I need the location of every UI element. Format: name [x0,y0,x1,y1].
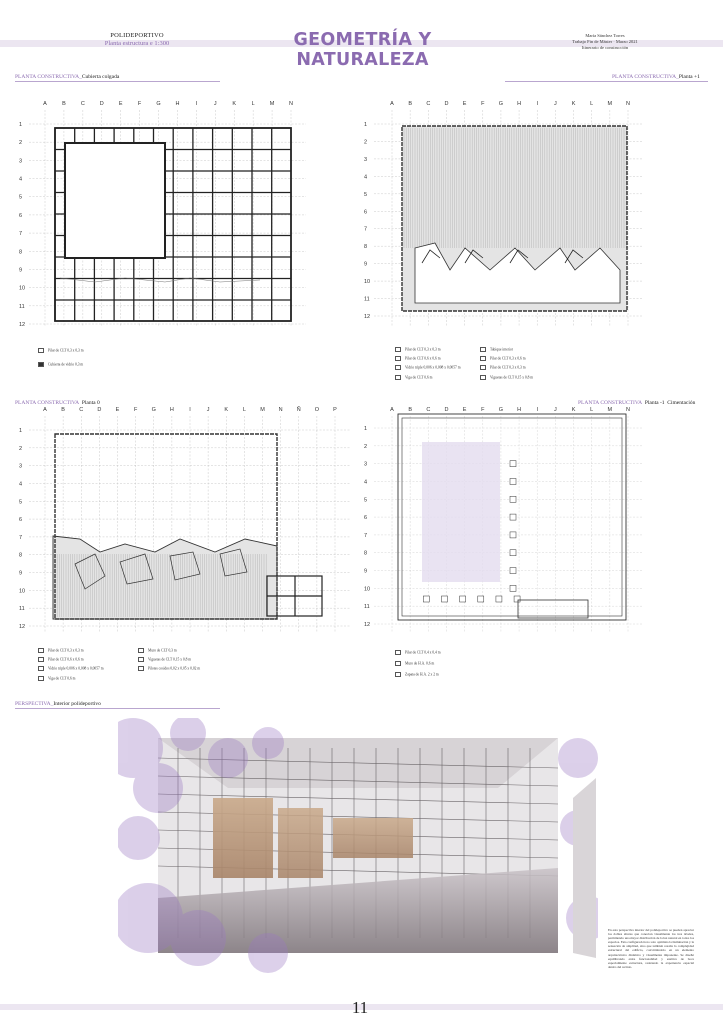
grid-letter-label: O [314,407,320,413]
grid-number-label: 4 [364,479,368,486]
legend-item: Pilar de CLT 0,3 x 0,3 m [38,348,84,353]
grid-letter-label: K [232,101,237,107]
render-wood-box [333,818,413,858]
section-label-roof: PLANTA CONSTRUCTIVA_Cubierta colgada [15,74,120,80]
render-wood-box [278,808,323,878]
page-title: GEOMETRÍA Y NATURALEZA [293,30,432,70]
footing [510,461,516,467]
grid-number-label: 10 [19,285,26,292]
legend-item: Viga de CLT 0,6 m [395,375,432,380]
grid-letter-label: K [571,101,576,107]
legend-item: Viguetas de CLT 0,15 x 0,8 m [138,657,191,662]
grid-number-label: 5 [19,499,23,506]
grid-letter-label: J [554,407,557,413]
legend-foundation [395,650,555,684]
legend-item: Pilar de CLT 0,6 x 0,6 m [38,657,84,662]
author-name: María Sánchez Torres [585,33,625,38]
track-info: Itinerario de construcción [581,45,629,50]
grid-number-label: 3 [364,156,368,163]
section-label-foundation: PLANTA CONSTRUCTIVA_Planta -1_Cimentación [578,400,696,406]
footing [478,596,484,602]
footing [510,550,516,556]
grid-number-label: 2 [19,140,23,147]
footing [496,596,502,602]
grid-number-label: 6 [19,212,23,219]
section-label-floor-plus1: PLANTA CONSTRUCTIVA_Planta +1 [612,74,700,80]
grid-letter-label: C [79,407,84,413]
render-wood-box [213,798,273,878]
grid-letter-label: L [590,407,594,413]
grid-number-label: 2 [364,443,368,450]
grid-number-label: 8 [364,244,368,251]
foliage-blot [248,933,288,973]
grid-number-label: 9 [19,267,23,274]
grid-number-label: 6 [364,515,368,522]
legend-item: Viguetas de CLT 0,15 x 0,8 m [480,375,533,380]
legend-item: Tabique interior [480,347,513,352]
footing [423,596,429,602]
grid-letter-label: H [175,101,180,107]
grid-letter-label: A [390,407,394,413]
grid-number-label: 5 [364,497,368,504]
grid-number-label: 11 [364,604,370,611]
grid-letter-label: I [195,101,198,107]
grid-number-label: 10 [19,588,26,595]
grid-lines [374,416,643,632]
legend-item: Pilar de CLT 0,3 x 0,6 m [480,356,526,361]
grid-letter-label: G [151,407,156,413]
grid-letter-label: D [99,101,104,107]
grid-number-label: 1 [364,426,368,432]
grid-letter-label: E [115,407,120,413]
grid-letter-label: N [626,101,630,107]
grid-letter-label: C [426,101,431,107]
grid-letter-label: B [408,101,412,107]
grid-letter-label: B [61,407,65,413]
grid-number-label: 6 [364,209,368,216]
foliage-blot [252,727,284,759]
grid-letter-label: H [169,407,174,413]
perspective-caption: En esta perspectiva interior del polideportivo se pueden apreciar los dobles alturas que conectan visualmente los tres niveles, permitiendo una mayor distribución de la luz natural en todos los espacios. Esta configuración no solo optimiza la iluminación y la sensación de amplitud, sino que también resalta la complejidad estructural del edificio, convirtiéndolo en un elemento arquitectónico dinámico y visualmente imponente. Se diseñó equilibrando entre funcionalidad y estética de boca especialmente estructura, realzando la experiencia espacial dentro del recinto. [608,928,694,969]
foliage-blot [170,910,226,966]
grid-letter-label: F [481,407,485,413]
grid-letter-label: H [517,101,522,107]
footing [510,568,516,574]
grid-letter-label: N [289,101,293,107]
grid-number-label: 11 [364,296,370,303]
grid-letter-label: P [333,407,337,413]
legend-item: Viga de CLT 0,6 m [38,676,75,681]
footing [460,596,466,602]
legend-item: Zapata de H.A. 2 x 2 m [395,672,439,677]
foliage-blot [118,816,160,860]
basement-area [422,442,500,582]
grid-number-label: 6 [19,517,23,524]
grid-letter-label: A [390,101,394,107]
foliage-blot [133,763,183,813]
footing [514,596,520,602]
grid-letter-label: C [426,407,431,413]
section-rule [15,708,220,709]
grid-letter-label: M [607,101,613,107]
grid-letter-label: F [133,407,138,413]
grid-number-label: 5 [19,194,23,201]
legend-item: Pilar de CLT 0,3 x 0,3 m [395,347,441,352]
grid-letter-label: N [626,407,630,413]
section-rule [15,81,220,82]
grid-number-label: 8 [19,249,23,256]
grid-number-label: 9 [364,568,368,575]
grid-number-label: 8 [19,552,23,559]
grid-letter-label: E [462,101,467,107]
grid-letter-label: J [213,101,217,107]
grid-letter-label: B [62,101,66,107]
grid-number-label: 2 [19,445,23,452]
grid-letter-label: G [156,101,161,107]
roof-opening [65,143,165,258]
grid-number-label: 12 [19,624,26,630]
grid-number-label: 11 [19,606,25,613]
grid-letter-label: H [517,407,522,413]
grid-number-label: 2 [364,139,368,146]
basement-rooms [518,600,588,618]
project-name: POLIDEPORTIVO [110,32,164,39]
footing [510,478,516,484]
grid-letter-label: K [571,407,576,413]
plan-scale: Planta estructura e 1:300 [104,40,170,47]
grid-letter-label: D [444,407,449,413]
grid-letter-label: J [554,101,557,107]
footing [510,585,516,591]
section-label-floor-0: PLANTA CONSTRUCTIVA_Planta 0 [15,400,100,406]
plan-floor-0 [15,404,355,636]
plan-floor-plus1 [360,98,710,330]
grid-number-label: 5 [364,191,368,198]
grid-number-label: 4 [19,481,23,488]
foliage-blot [558,738,598,778]
grid-letter-label: L [242,407,246,413]
legend-item: Vidrio triple 0,006 x 0,008 x 0,0057 m [395,365,460,370]
section-rule [505,81,708,82]
footing [510,532,516,538]
grid-letter-label: G [498,407,504,413]
grid-letter-label: C [80,101,85,107]
grid-number-label: 3 [19,158,23,165]
grid-number-label: 12 [364,622,371,628]
render-right-panel [573,778,596,958]
grid-letter-label: K [224,407,229,413]
page-number: 11 [351,998,369,1017]
grid-number-label: 1 [19,122,23,128]
legend-floor-plus1 [395,347,605,385]
header-left-block [82,32,192,48]
legend-item: Vidrio triple 0,006 x 0,008 x 0,0057 m [38,666,103,671]
grid-letter-label: I [536,407,538,413]
legend-item: Pilotes cosidos 0,02 x 0,05 x 0,02 m [138,666,200,671]
legend-item: Pilar de CLT 0,6 x 0,6 m [395,356,441,361]
grid-letter-label: M [269,101,275,107]
grid-number-label: 10 [364,279,371,286]
grid-number-label: 7 [19,534,23,541]
section-label-perspective: PERSPECTIVA_Interior polideportivo [15,701,101,707]
grid-letter-label: I [536,101,538,107]
grid-letter-label: Ñ [296,407,301,413]
header-right-block [545,33,665,51]
grid-number-label: 9 [19,570,23,577]
legend-floor-0 [38,648,278,686]
grid-letter-label: E [118,101,123,107]
grid-number-label: 4 [19,176,23,183]
grid-number-label: 1 [364,122,368,128]
grid-letter-label: M [260,407,265,413]
legend-item: Cubierta de vidrio 0,3 m [38,362,83,367]
legend-item: Muro de CLT 0,3 m [138,648,177,653]
grid-letter-label: D [97,407,102,413]
grid-letter-label: I [189,407,191,413]
grid-number-label: 7 [19,231,23,238]
grid-letter-label: E [462,407,467,413]
grid-number-label: 1 [19,428,23,434]
grid-letter-label: L [251,101,255,107]
legend-roof [38,348,238,368]
grid-number-label: 4 [364,174,368,181]
grid-number-label: 8 [364,550,368,557]
plan-foundation [360,404,710,636]
grid-letter-label: F [137,101,142,107]
footing [510,496,516,502]
grid-number-label: 12 [364,314,371,320]
grid-letter-label: M [607,407,613,413]
grid-number-label: 7 [364,226,368,233]
legend-item: Pilar de CLT 0,4 x 0,4 m [395,650,441,655]
grid-letter-label: A [43,101,47,107]
footing [441,596,447,602]
grid-number-label: 11 [19,303,25,310]
grid-letter-label: L [590,101,594,107]
grid-number-label: 10 [364,586,371,593]
grid-letter-label: F [481,101,485,107]
interior-perspective-render [118,718,598,973]
grid-number-label: 9 [364,261,368,268]
grid-number-label: 3 [364,461,368,468]
footing [510,514,516,520]
grid-letter-label: N [278,407,283,413]
legend-item: Muro de H.A. 0,6 m [395,661,434,666]
grid-number-label: 12 [19,322,26,328]
grid-number-label: 7 [364,532,368,539]
thesis-info: Trabajo Fin de Máster · Marzo 2021 [572,39,638,44]
legend-item: Pilar de CLT 0,3 x 0,3 m [480,365,526,370]
grid-letter-label: G [498,101,504,107]
plan-roof [15,98,315,330]
grid-letter-label: A [43,407,47,413]
grid-letter-label: J [206,407,210,413]
legend-item: Pilar de CLT 0,3 x 0,3 m [38,648,84,653]
grid-letter-label: D [444,101,449,107]
foliage-blot [208,738,248,778]
grid-number-label: 3 [19,463,23,470]
grid-letter-label: B [408,407,412,413]
